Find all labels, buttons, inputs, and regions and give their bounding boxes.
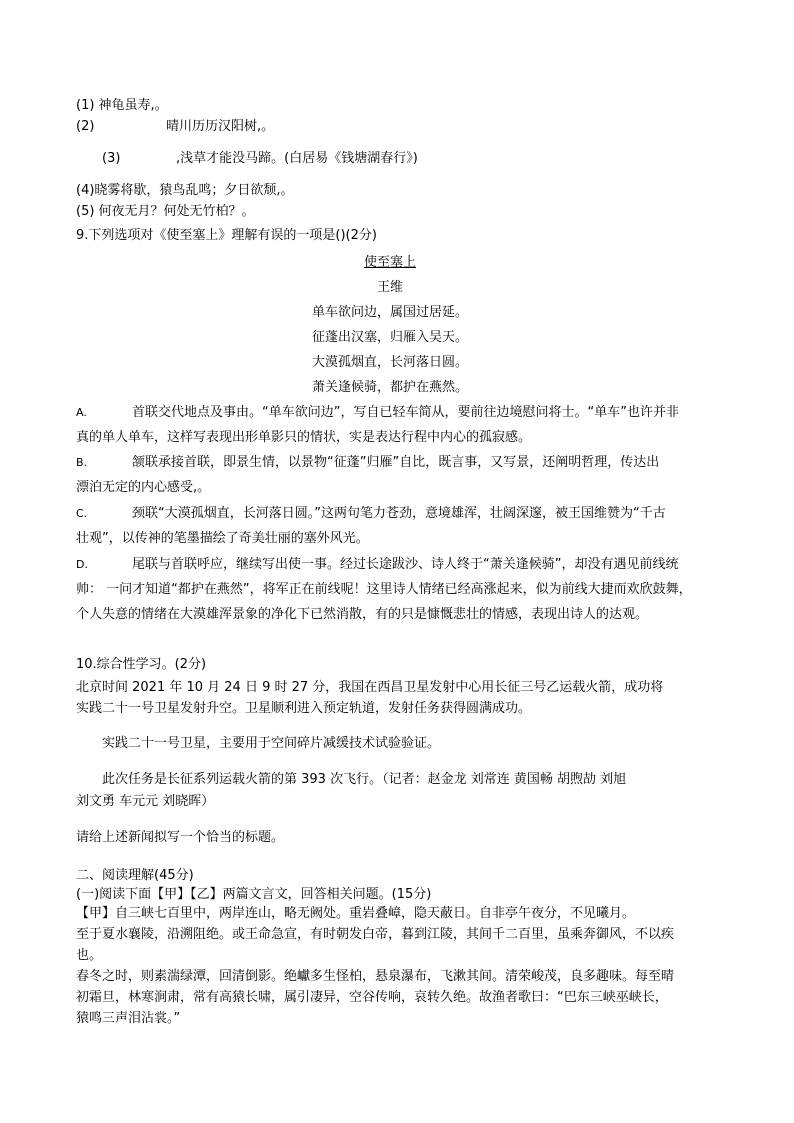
news-paragraph: 实践二十一号卫星，主要用于空间碎片减缓技术试验验证。 bbox=[102, 736, 441, 751]
poem-author: 王维 bbox=[376, 280, 403, 295]
fill-q3-text: ,浅草才能没马蹄。(白居易《钱塘湖春行》) bbox=[176, 151, 418, 166]
section-subheading: (一)阅读下面【甲】【乙】两篇文言文，回答相关问题。(15分) bbox=[76, 887, 432, 902]
fill-q2-number: (2) bbox=[76, 119, 95, 134]
fill-q5: (5) 何夜无月？何处无竹柏？。 bbox=[76, 204, 255, 219]
poem-title: 使至塞上 bbox=[363, 255, 416, 270]
poem-line: 单车欲问边，属国过居延。 bbox=[311, 305, 468, 320]
option-c-line: 壮观”，以传神的笔墨描绘了奇美壮丽的塞外风光。 bbox=[76, 531, 369, 546]
poem-line: 萧关逢候骑，都护在燕然。 bbox=[311, 380, 468, 395]
option-d-label: D. bbox=[76, 558, 88, 571]
option-c-label: C. bbox=[76, 507, 88, 520]
poem-block bbox=[300, 250, 480, 400]
news-paragraph: 此次任务是长征系列运载火箭的第 393 次飞行。（记者：赵金龙 刘常连 黄国畅 胡煦劼 刘旭 bbox=[102, 772, 627, 787]
passage-jia-line: 也。 bbox=[76, 948, 103, 963]
option-c-line: 颈联“大漠孤烟直，长河落日圆。”这两句笔力苍劲，意境雄浑，壮阔深邃，被王国维赞为“千古 bbox=[132, 506, 666, 521]
poem-line: 征蓬出汉塞，归雁入吴天。 bbox=[311, 330, 468, 345]
passage-jia-line: 春冬之时，则素湍绿潭，回清倒影。绝巘多生怪柏，悬泉瀑布，飞漱其间。清荣峻茂，良多趣味。每至晴 bbox=[76, 969, 675, 984]
option-b-line: 漂泊无定的内心感受,。 bbox=[76, 480, 211, 495]
option-b-line: 颔联承接首联，即景生情，以景物“征蓬”归雁”自比，既言事，又写景，还阐明哲理，传达出 bbox=[132, 455, 660, 470]
passage-jia-line: 至于夏水襄陵，沿溯阻绝。或王命急宣，有时朝发白帝，暮到江陵，其间千二百里，虽乘奔御风，不以疾 bbox=[76, 927, 675, 942]
news-paragraph: 刘文勇 车元元 刘晓晖） bbox=[76, 794, 215, 809]
poem-line: 大漠孤烟直，长河落日圆。 bbox=[311, 355, 468, 370]
option-b-label: B. bbox=[76, 456, 88, 469]
news-line: 实践二十一号卫星发射升空。卫星顺利进入预定轨道，发射任务获得圆满成功。 bbox=[76, 701, 532, 716]
q10-ask: 请给上述新闻拟写一个恰当的标题。 bbox=[76, 830, 285, 845]
option-a-line: 真的单人单车，这样写表现出形单影只的情状，实是表达行程中内心的孤寂感。 bbox=[76, 430, 532, 445]
fill-q1: (1) 神龟虽寿,。 bbox=[76, 98, 168, 113]
fill-q3-number: (3) bbox=[102, 151, 121, 166]
fill-q4: (4)晓雾将歇，猿鸟乱鸣；夕日欲颓,。 bbox=[76, 183, 294, 198]
section-heading: 二、阅读理解(45分) bbox=[76, 868, 194, 883]
q10-stem: 10.综合性学习。(2分) bbox=[76, 657, 207, 672]
passage-jia-line: 初霜旦，林寒涧肃，常有高猿长啸，属引凄异，空谷传响，哀转久绝。故渔者歌曰：“巴东三峡巫峡长， bbox=[76, 990, 668, 1005]
option-d-line: 帅： 一问才知道“都护在燕然”，将军正在前线呢！这里诗人情绪已经高涨起来，似为前线大捷而欢欣鼓舞， bbox=[76, 582, 692, 597]
q9-stem: 9.下列选项对《使至塞上》理解有误的一项是()(2分) bbox=[76, 228, 377, 243]
option-d-line: 尾联与首联呼应，继续写出使一事。经过长途跋沙、诗人终于“萧关逢候骑”，却没有遇见前线统 bbox=[132, 557, 679, 572]
news-line: 北京时间 2021 年 10 月 24 日 9 时 27 分，我国在西昌卫星发射中心用长征三号乙运载火箭，成功将 bbox=[76, 680, 664, 695]
passage-jia-line: 猿鸣三声泪沾裳。” bbox=[76, 1011, 181, 1026]
fill-q2-text: 晴川历历汉阳树,。 bbox=[166, 119, 275, 134]
option-a-line: 首联交代地点及事由。“单车欲问边”，写自已轻车简从，要前往边境慰问将士。“单车”也许并非 bbox=[132, 405, 679, 420]
option-d-line: 个人失意的情绪在大漠雄浑景象的净化下已然消散，有的只是慷慨悲壮的情感，表现出诗人的达观。 bbox=[76, 607, 649, 622]
passage-jia-line: 【甲】自三峡七百里中，两岸连山，略无阙处。重岩叠嶂，隐天蔽日。自非亭午夜分，不见曦月。 bbox=[76, 906, 636, 921]
option-a-label: A. bbox=[76, 406, 87, 419]
